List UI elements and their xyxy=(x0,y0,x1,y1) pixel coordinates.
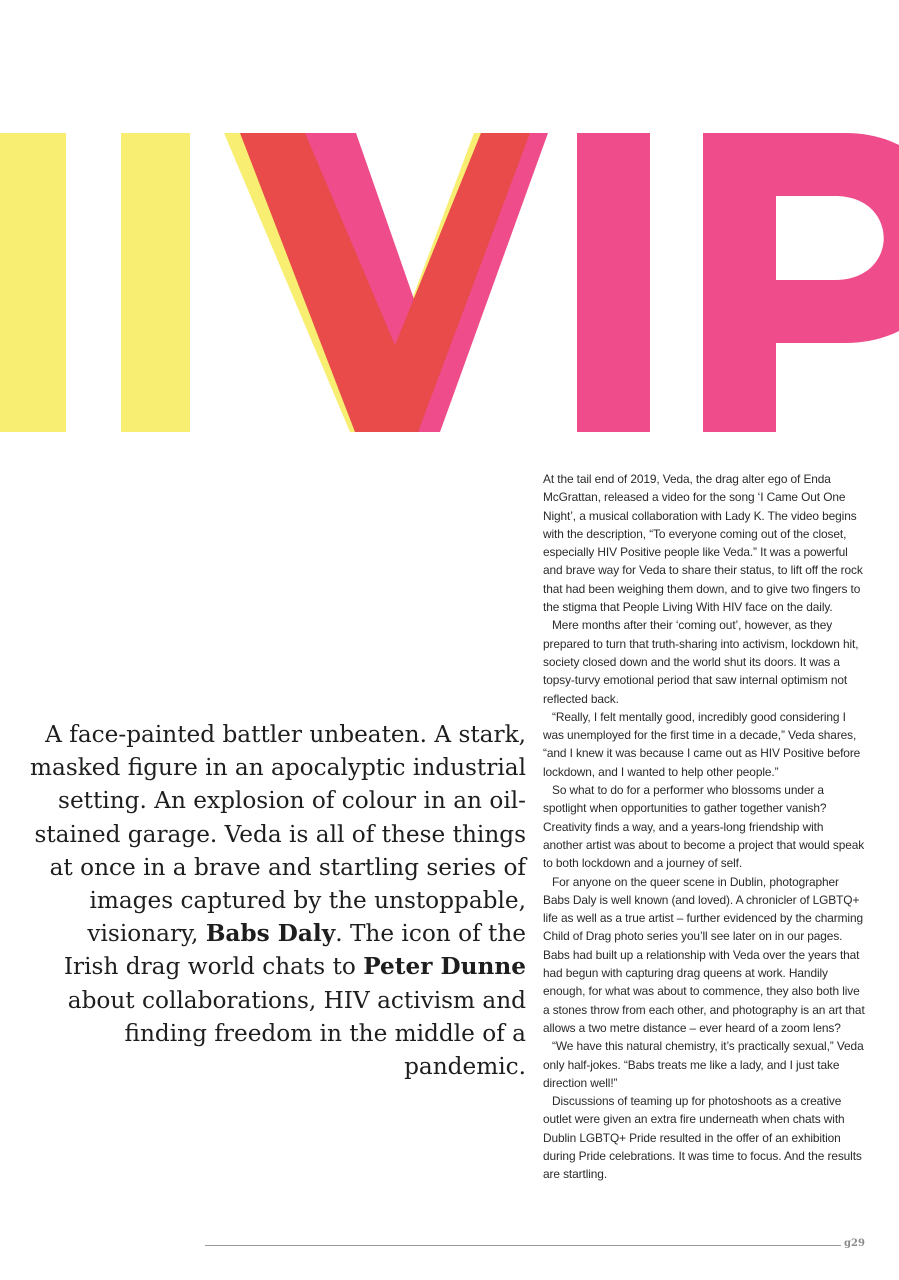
standfirst-text: about collaborations, HIV activism and finding freedom in the middle of a pandemic. xyxy=(67,986,526,1081)
article-paragraph: For anyone on the queer scene in Dublin, photographer Babs Daly is well known (and loved). A chronicler of LGBTQ+ life as well as a true artist – further evidenced by the charming Child of Drag photo series you’ll see later on in our pages. Babs had built up a relationship with Veda over the years that had begun with capturing drag queens at work. Handily enough, for what was about to commence, they also both live a stones throw from each other, and photography is an art that allows a two metre distance – ever heard of a zoom lens? xyxy=(543,874,865,1035)
standfirst-text: A face-painted battler unbeaten. A stark, masked figure in an apocalyptic industrial setting. An explosion of colour in an oil-stained garage. Veda is all of these things at once in a brave and startling series of images captured by the unstoppable, visionary, xyxy=(30,721,526,948)
headline-art xyxy=(0,0,899,440)
author-name: Peter Dunne xyxy=(363,953,526,981)
headline-letter-p xyxy=(703,133,899,432)
article-paragraph: Mere months after their ‘coming out’, however, as they prepared to turn that truth-sharing into activism, lockdown hit, society closed down and the world shut its doors. It was a topsy-turvy emotional period that saw internal optimism not reflected back. xyxy=(543,618,859,706)
article-paragraph: So what to do for a performer who blossoms under a spotlight when opportunities to gather together vanish? Creativity finds a way, and a years-long friendship with another artist was about to become a project that would speak to both lockdown and a journey of self. xyxy=(543,783,865,871)
article-paragraph: Discussions of teaming up for photoshoots as a creative outlet were given an extra fire underneath when chats with Dublin LGBTQ+ Pride resulted in the offer of an exhibition during Pride celebrations. It was time to focus. And the results are startling. xyxy=(543,1094,862,1182)
standfirst xyxy=(30,718,526,1083)
footer-rule xyxy=(205,1245,841,1246)
article-paragraph: “Really, I felt mentally good, incredibly good considering I was unemployed for the first time in a decade,” Veda shares, “and I knew it was because I came out as HIV Positive before lockdown, and I wanted to help other people.” xyxy=(543,709,861,779)
photographer-name: Babs Daly xyxy=(205,920,336,948)
page-number: g29 xyxy=(844,1238,865,1249)
headline-letter-i xyxy=(121,133,190,432)
headline-letter-i-2 xyxy=(577,133,650,432)
article-paragraph: “We have this natural chemistry, it’s practically sexual,” Veda only half-jokes. “Babs treats me like a lady, and I just take direction well!” xyxy=(543,1039,864,1090)
headline-letter-h xyxy=(0,133,66,432)
article-paragraph: At the tail end of 2019, Veda, the drag alter ego of Enda McGrattan, released a video for the song ‘I Came Out One Night’, a musical collaboration with Lady K. The video begins with the description, “To everyone coming out of the closet, especially HIV Positive people like Veda.” It was a powerful and brave way for Veda to share their status, to lift off the rock that had been weighing them down, and to give two fingers to the stigma that People Living With HIV face on the daily. xyxy=(543,472,863,615)
standfirst-text: . The icon of the Irish drag world chats to xyxy=(63,920,526,981)
article-body xyxy=(543,470,865,1184)
